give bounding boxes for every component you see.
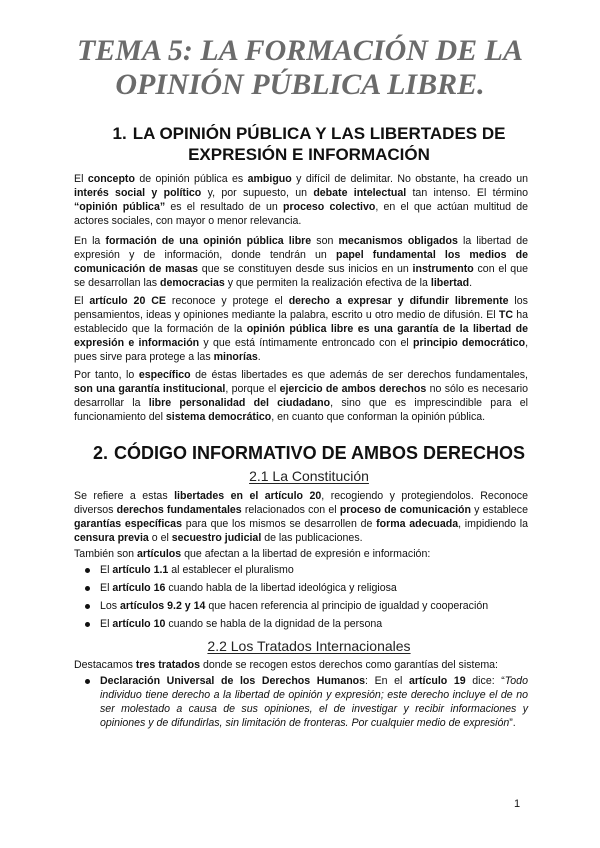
bold-text: secuestro judicial (171, 532, 262, 544)
bold-text: artículo 19 (409, 675, 466, 687)
document-title (40, 34, 560, 102)
subsection-2-1-heading: 2.1 La Constitución (249, 468, 369, 484)
bold-text: democracias (159, 277, 225, 289)
bold-text: libertades en el artículo 20 (174, 490, 322, 502)
text-run: El (100, 582, 113, 594)
text-run: En la (74, 235, 106, 247)
text-run: , en cuanto que conforman la opinión pública. (271, 411, 486, 423)
text-run: los pensamientos, ideas y opiniones mediante la palabra, escrito u otro medio de difusión. El (74, 295, 528, 321)
text-run: . (257, 351, 261, 363)
section-2-number: 2. (92, 443, 108, 463)
section-1-heading-line-1: LA OPINIÓN PÚBLICA Y LAS LIBERTADES DE (132, 124, 506, 143)
text-run: El (74, 295, 90, 307)
bold-text: formación de una opinión pública libre (105, 235, 312, 247)
bold-text: mecanismos obligados (338, 235, 458, 247)
bold-text: TC (498, 309, 513, 321)
section-1-number: 1. (112, 124, 127, 143)
text-run: para que los mismos se desarrollen de (181, 518, 377, 530)
page-number: 1 (514, 798, 521, 810)
bold-text: interés social y político (74, 187, 202, 199)
bold-text: artículos (137, 548, 182, 560)
section-1-heading (74, 123, 544, 165)
bold-text: artículo 1.1 (112, 564, 169, 576)
text-run: Por tanto, lo (74, 369, 139, 381)
bold-text: garantías específicas (74, 518, 182, 530)
text-run: y, por supuesto, un (201, 187, 314, 199)
bold-text: derechos fundamentales (116, 504, 242, 516)
text-run: la libertad de expresión y de información, donde tendrán un (74, 235, 529, 261)
bold-text: Declaración Universal de los Derechos Humanos (100, 675, 366, 687)
paragraph (74, 547, 528, 561)
text-run: : En el (365, 675, 410, 687)
bold-text: derecho a expresar y difundir libremente (288, 295, 509, 307)
bold-text: proceso colectivo (283, 201, 376, 213)
quote-text: Todo individuo tiene derecho a la libertad de opinión y expresión; este derecho incluye el de no ser molestado a causa de sus opiniones, el de investigar y recibir informaciones y opiniones y de difundirlas, sin limitación de fronteras. Por cualquier medio de expresión (100, 675, 528, 729)
bold-text: artículo 10 (112, 618, 166, 630)
text-run: cuando habla de la libertad ideológica y religiosa (165, 582, 397, 594)
text-run: que se constituyen desde sus inicios en un (198, 263, 413, 275)
bold-text: sistema democrático (165, 411, 272, 423)
bold-text: ambiguo (247, 173, 292, 185)
bold-text: censura previa (74, 532, 149, 544)
bold-text: son una garantía institucional (74, 383, 226, 395)
text-run: dice: “ (465, 675, 505, 687)
bold-text: “opinión pública” (74, 201, 166, 213)
text-run: El (100, 618, 113, 630)
text-run: ha establecido que la formación de la (74, 309, 528, 335)
paragraph (74, 234, 528, 290)
bullet-icon (85, 679, 90, 684)
text-run: El (74, 173, 88, 185)
text-run: no sólo es necesario desarrollar la (74, 383, 528, 409)
text-run: reconoce y protege el (165, 295, 289, 307)
paragraph (74, 294, 528, 364)
text-run: , en el que actúan multitud de actores sociales, con mayor o menor relevancia. (74, 201, 528, 227)
bold-text: forma adecuada (376, 518, 459, 530)
text-run: Destacamos (74, 659, 136, 671)
text-run: al establecer el pluralismo (168, 564, 294, 576)
text-run: También son (74, 548, 138, 560)
text-run: , pues sirve para protege a las (74, 337, 529, 363)
bold-text: artículo 16 (112, 582, 166, 594)
text-run: y establece (470, 504, 528, 516)
text-run: es el resultado de un (165, 201, 284, 213)
bold-text: minorías (213, 351, 258, 363)
text-run: y que está íntimamente entroncado con el (199, 337, 414, 349)
bold-text: artículo 20 CE (89, 295, 166, 307)
bold-text: específico (138, 369, 191, 381)
text-run: de las publicaciones. (261, 532, 363, 544)
text-run: Los (100, 600, 121, 612)
section-2-heading (74, 443, 544, 464)
title-line-1: TEMA 5: LA FORMACIÓN DE LA (77, 34, 523, 67)
bold-text: libre personalidad del ciudadano (148, 397, 331, 409)
text-run: El (100, 564, 113, 576)
text-run: que hacen referencia al principio de igualdad y cooperación (205, 600, 489, 612)
paragraph (74, 172, 528, 228)
text-run: o el (148, 532, 172, 544)
bold-text: proceso de comunicación (339, 504, 471, 516)
text-run: de éstas libertades es que además de ser derechos fundamentales, (190, 369, 528, 381)
list-item (74, 674, 528, 730)
list-item (74, 599, 528, 613)
text-run: cuando se habla de la dignidad de la persona (165, 618, 383, 630)
bold-text: tres tratados (135, 659, 201, 671)
bold-text: artículos 9.2 y 14 (120, 600, 206, 612)
bold-text: papel fundamental los medios de comunicación de masas (74, 249, 528, 275)
text-run: donde se recogen estos derechos como garantías del sistema: (200, 659, 498, 671)
text-run: Se refiere a estas (74, 490, 175, 502)
text-run: ”. (509, 717, 516, 729)
section-1-heading-line-2: EXPRESIÓN E INFORMACIÓN (188, 145, 430, 164)
list-item (74, 581, 528, 595)
text-run: y difícil de delimitar. No obstante, ha creado un (291, 173, 528, 185)
text-run: son (311, 235, 339, 247)
text-run: , recogiendo y protegiendolos. Reconoce diversos (74, 490, 528, 516)
bullet-icon (85, 604, 90, 609)
treaties-list (74, 674, 528, 734)
list-item (74, 563, 528, 577)
bold-text: debate intelectual (313, 187, 407, 199)
text-run: y que permiten la realización efectiva de la (224, 277, 431, 289)
subsection-2-2-heading: 2.2 Los Tratados Internacionales (207, 638, 411, 654)
paragraph (74, 368, 528, 424)
bullet-icon (85, 622, 90, 627)
bullet-icon (85, 586, 90, 591)
text-run: tan intenso. El término (406, 187, 528, 199)
text-run: relacionados con el (241, 504, 340, 516)
text-run: , porque el (225, 383, 280, 395)
bold-text: ejercicio de ambos derechos (279, 383, 427, 395)
bullet-icon (85, 568, 90, 573)
bold-text: principio democrático (413, 337, 526, 349)
articles-list (74, 563, 528, 635)
bold-text: instrumento (412, 263, 474, 275)
list-item (74, 617, 528, 631)
text-run: . (469, 277, 473, 289)
text-run: con el que se desarrollan las (74, 263, 528, 289)
section-2-heading-text: CÓDIGO INFORMATIVO DE AMBOS DERECHOS (114, 443, 526, 463)
bold-text: opinión pública libre es una garantía de la libertad de expresión e información (74, 323, 529, 349)
text-run: , sino que es imprescindible para el funcionamiento del (74, 397, 529, 423)
text-run: que afectan a la libertad de expresión e información: (181, 548, 431, 560)
text-run: , impidiendo la (458, 518, 529, 530)
paragraph (74, 658, 528, 672)
bold-text: concepto (87, 173, 135, 185)
paragraph (74, 489, 528, 545)
title-line-2: OPINIÓN PÚBLICA LIBRE. (115, 68, 485, 101)
text-run: de opinión pública es (134, 173, 248, 185)
bold-text: libertad (430, 277, 470, 289)
